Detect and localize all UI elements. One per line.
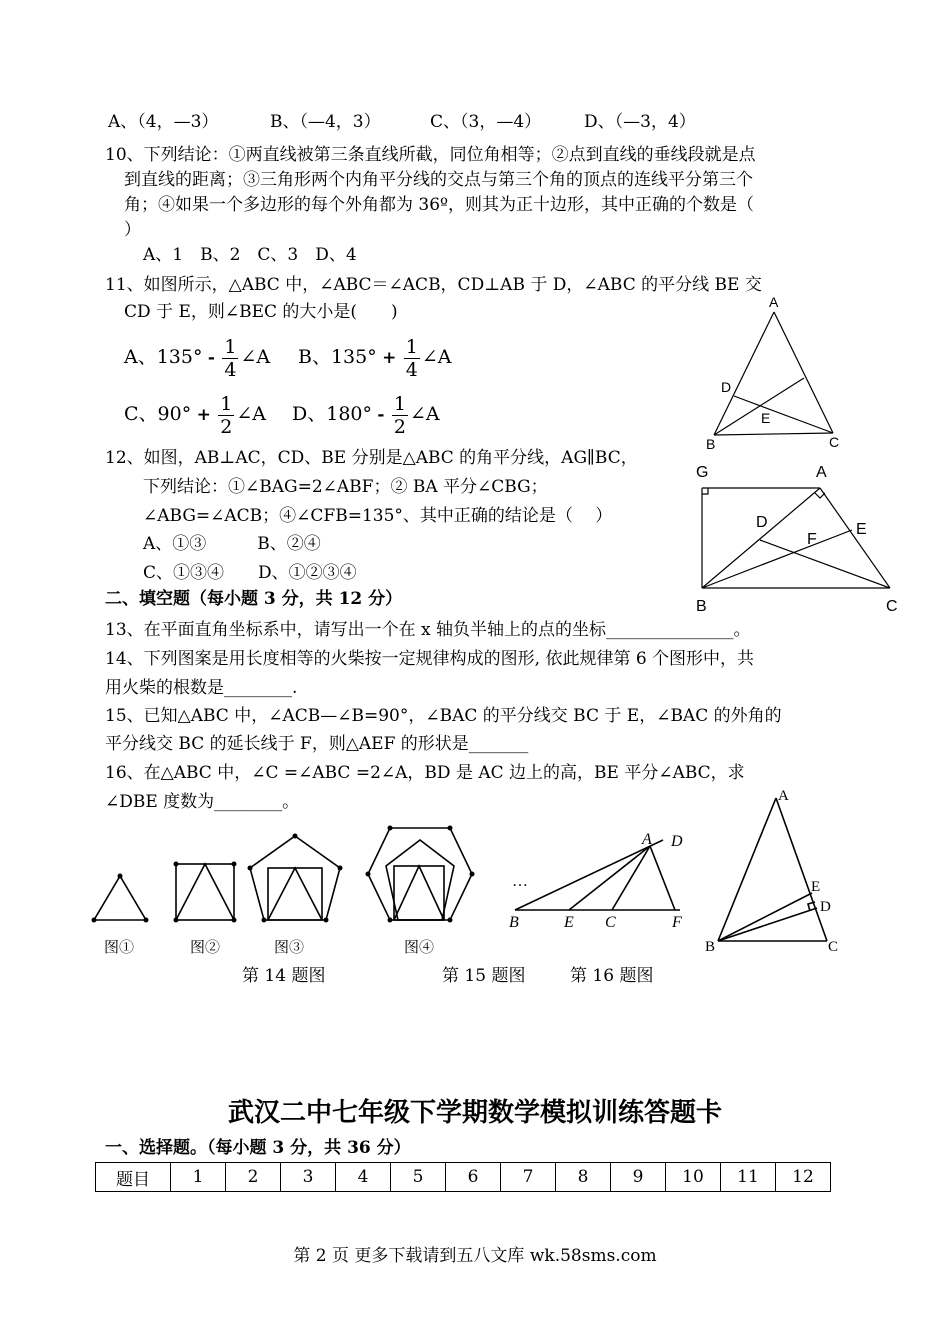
q14-fig4-hexagon [368, 828, 472, 920]
q9-option-a: A、（4，—3） [108, 112, 219, 132]
caption-q14: 第 14 题图 [242, 966, 326, 986]
q11-option-a: A、135° - $\frac{1}{4}$ ∠A [124, 336, 271, 381]
page-footer: 第 2 页 更多下载请到五八文库 wk.58sms.com [293, 1246, 657, 1266]
q14-label-fig2: 图② [190, 938, 221, 956]
q10-line-1: 10、下列结论：①两直线被第三条直线所截，同位角相等；②点到直线的垂线段就是点 [105, 145, 756, 165]
q12-label-b: B [696, 598, 707, 615]
q12-line-3: ∠ABG=∠ACB；④∠CFB=135°、其中正确的结论是（ ） [143, 506, 613, 526]
q15-label-a: A [642, 831, 652, 848]
q12-segment-be [702, 530, 852, 588]
answer-table-header-row [96, 1163, 831, 1192]
q12-options-cd: C、①③④ D、①②③④ [143, 563, 357, 583]
q14-label-fig4: 图④ [404, 938, 435, 956]
q15-line-1: 15、已知△ABC 中，∠ACB—∠B=90°，∠BAC 的平分线交 BC 于 E，∠BAC 的外角的 [105, 706, 782, 726]
q11-option-d: D、180° - $\frac{1}{2}$ ∠A [292, 393, 440, 438]
q11-label-b: B [706, 436, 716, 452]
q15-line-2: 平分线交 BC 的延长线于 F，则△AEF 的形状是_______ [105, 734, 529, 754]
q10-line-2: 到直线的距离；③三角形两个内角平分线的交点与第三个角的顶点的连线平分第三个 [124, 170, 753, 190]
section-2-heading: 二、填空题（每小题 3 分，共 12 分） [105, 589, 403, 609]
q15-label-d: D [671, 833, 683, 850]
q14-fig4-square [394, 866, 444, 920]
q14-matchstick-figures [88, 820, 498, 960]
q12-label-c: C [886, 598, 898, 615]
answer-cell: 10 [666, 1163, 721, 1192]
q16-figure [700, 783, 850, 958]
caption-q15: 第 15 题图 [442, 966, 526, 986]
q16-label-b: B [705, 939, 716, 955]
q11-label-d: D [721, 379, 732, 395]
q12-label-d: D [756, 514, 768, 531]
answer-cell-label: 题目 [96, 1163, 171, 1192]
q12-label-f: F [807, 531, 817, 548]
q14-fig3-triangle [268, 868, 322, 920]
answer-cell: 2 [226, 1163, 281, 1192]
q9-option-c: C、（3，—4） [430, 112, 542, 132]
q15-ellipsis: … [512, 873, 528, 890]
q15-label-b: B [509, 914, 519, 931]
q12-label-e: E [856, 521, 867, 538]
answer-table [95, 1162, 831, 1192]
answer-cell: 3 [281, 1163, 336, 1192]
answer-cell: 7 [501, 1163, 556, 1192]
q15-label-f: F [672, 914, 682, 931]
q12-label-a: A [816, 464, 827, 481]
q16-label-d: D [820, 899, 831, 915]
answer-card-section: 一、选择题。（每小题 3 分，共 36 分） [105, 1138, 411, 1158]
q14-fig3-square [268, 868, 322, 920]
answer-cell: 11 [721, 1163, 776, 1192]
answer-cell: 1 [171, 1163, 226, 1192]
q11-label-e: E [761, 410, 771, 426]
q16-label-c: C [828, 939, 839, 955]
answer-cell: 4 [336, 1163, 391, 1192]
q12-line-1: 12、如图，AB⊥AC，CD、BE 分别是△ABC 的角平分线，AG∥BC， [105, 448, 638, 468]
caption-q16: 第 16 题图 [570, 966, 654, 986]
q10-line-3: 角；④如果一个多边形的每个外角都为 36º，则其为正十边形，其中正确的个数是（ [124, 195, 755, 215]
q15-line-bad [515, 840, 663, 910]
q9-option-b: B、（—4，3） [270, 112, 381, 132]
q16-label-a: A [778, 788, 789, 804]
q16-segment-be [718, 893, 812, 941]
q12-label-g: G [696, 464, 709, 481]
q14-line-1: 14、下列图案是用长度相等的火柴按一定规律构成的图形, 依此规律第 6 个图形中，共 [105, 649, 755, 669]
q16-side-ab [718, 798, 776, 941]
q14-fig4-triangle [394, 866, 444, 920]
q12-options-ab: A、①③ B、②④ [143, 534, 321, 554]
q14-label-fig3: 图③ [274, 938, 305, 956]
q14-fig1-triangle [94, 876, 146, 920]
q15-line-af [650, 846, 675, 910]
q11-option-c: C、90° + $\frac{1}{2}$ ∠A [124, 393, 267, 438]
q11-triangle-figure [690, 290, 850, 455]
answer-cell: 5 [391, 1163, 446, 1192]
q11-label-c: C [829, 434, 840, 450]
q12-right-angle-a [815, 493, 825, 498]
q16-segment-bd [718, 908, 817, 941]
q11-option-b: B、135° + $\frac{1}{4}$ ∠A [298, 336, 452, 381]
q16-label-e: E [811, 879, 821, 895]
q12-segment-cd [760, 540, 890, 588]
q11-label-a: A [769, 294, 779, 310]
q16-line-1: 16、在△ABC 中，∠C =∠ABC =2∠A，BD 是 AC 边上的高，BE 平分∠ABC，求 [105, 763, 745, 783]
q10-line-4: ） [124, 220, 141, 240]
q12-line-2: 下列结论：①∠BAG=2∠ABF；② BA 平分∠CBG； [143, 477, 548, 497]
q11-side-bc [714, 433, 833, 435]
answer-cell: 12 [776, 1163, 831, 1192]
q14-fig2-square [176, 864, 234, 920]
q10-options: A、1 B、2 C、3 D、4 [143, 245, 357, 265]
q11-line-1: 11、如图所示，△ABC 中，∠ABC＝∠ACB，CD⊥AB 于 D，∠ABC 的平分线 BE 交 [105, 275, 762, 295]
answer-cell: 9 [611, 1163, 666, 1192]
q15-figure [505, 828, 705, 938]
q13: 13、在平面直角坐标系中，请写出一个在 x 轴负半轴上的点的坐标_______________。 [105, 620, 751, 640]
answer-cell: 6 [446, 1163, 501, 1192]
q9-option-d: D、（—3，4） [584, 112, 696, 132]
q15-label-c: C [605, 914, 616, 931]
q15-label-e: E [564, 914, 574, 931]
q11-line-2: CD 于 E，则∠BEC 的大小是( ) [124, 302, 398, 322]
q12-right-angle-g [702, 488, 708, 494]
q14-fig2-triangle [176, 864, 234, 920]
q16-line-2: ∠DBE 度数为________。 [105, 792, 300, 812]
answer-cell: 8 [556, 1163, 611, 1192]
q14-label-fig1: 图① [104, 938, 135, 956]
q14-line-2: 用火柴的根数是________. [105, 678, 298, 698]
q12-figure [690, 458, 910, 620]
answer-card-title: 武汉二中七年级下学期数学模拟训练答题卡 [227, 1098, 722, 1128]
q12-side-ab [702, 488, 820, 588]
q14-fig3-pentagon [250, 836, 340, 920]
